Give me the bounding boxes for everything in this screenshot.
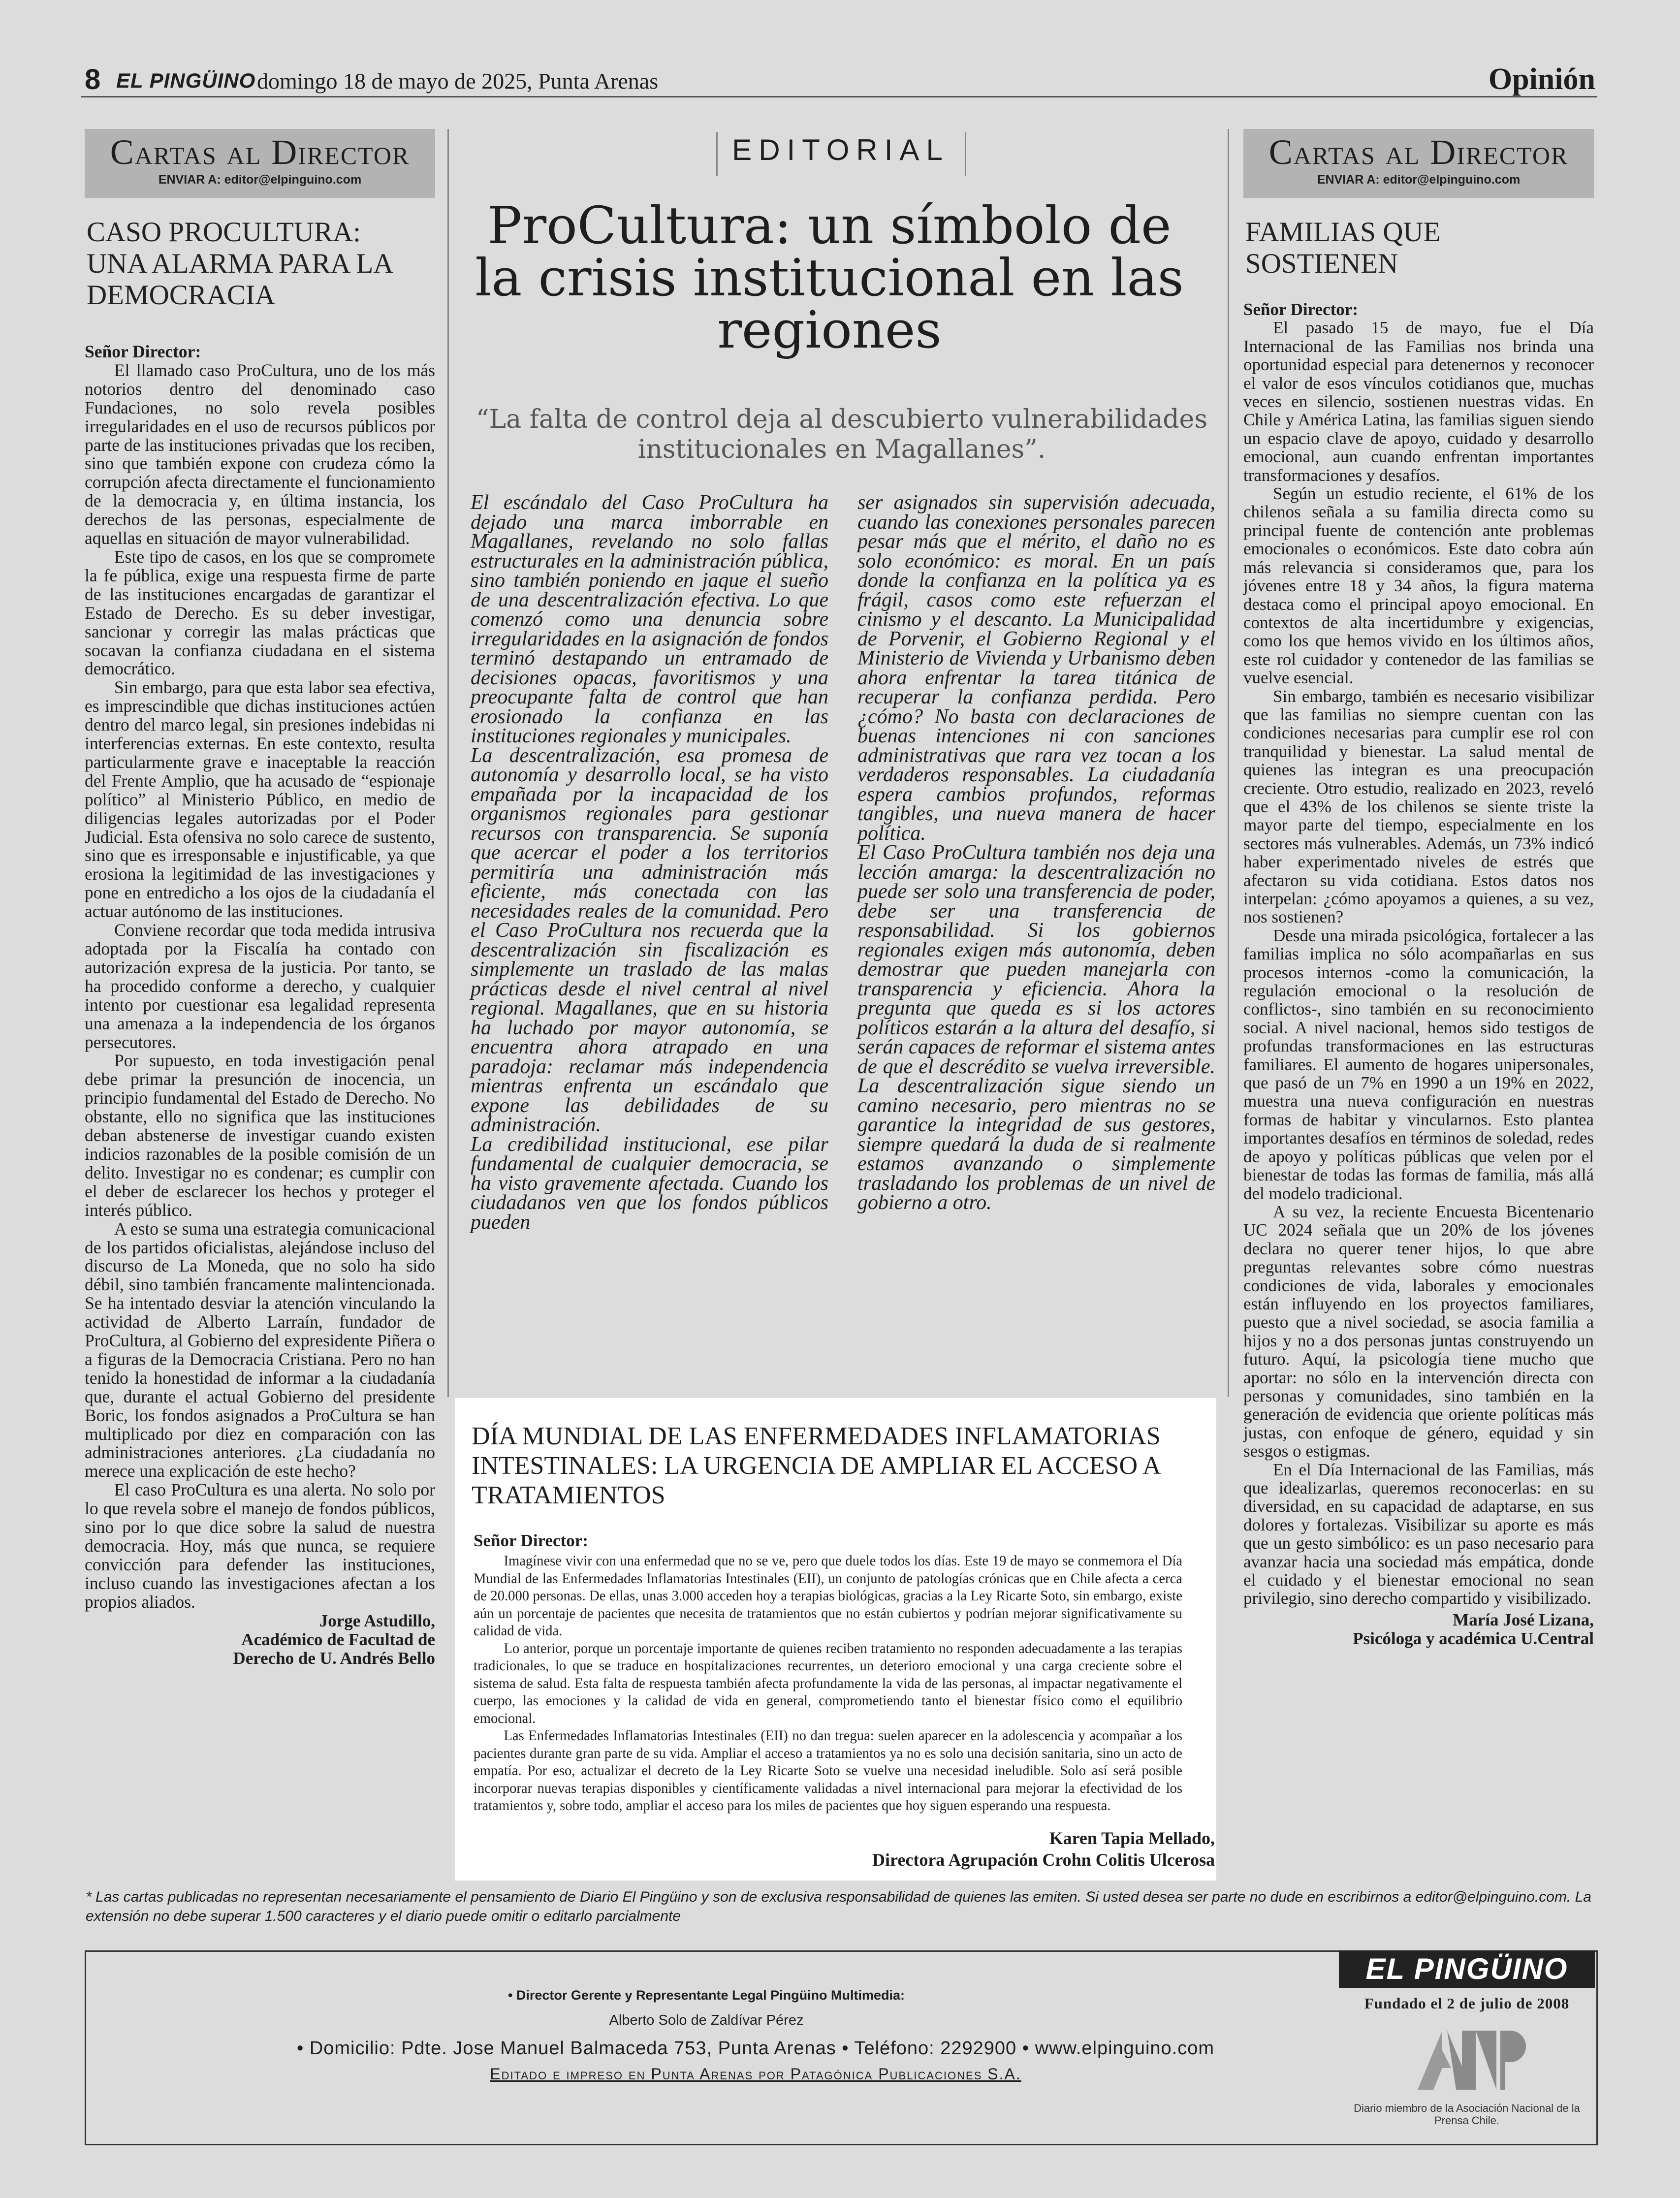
issue-date: domingo 18 de mayo de 2025, Punta Arenas [257,68,659,94]
footer-anp-text: Diario miembro de la Asociación Nacional de la Prensa Chile. [1354,2102,1580,2127]
right-letter-title: FAMILIAS QUE SOSTIENEN [1245,217,1441,279]
section-name: Opinión [1488,63,1595,96]
paragraph: El Caso ProCultura también nos deja una lección amarga: la descentralización no puede ser solo una transferencia de poder, debe ser una transferencia de responsabilidad. Si los gobiernos regionales exigen más autonomía, deben demostrar que pueden manejarla con transparencia y eficiencia. Ahora la pregunta que queda es si los actores políticos estarán a la altura del desafío, si serán capaces de reformar el sistema antes de que el descrédito se vuelva irreversible. La descentralización sigue siendo un camino necesario, pero mientras no se garantice la integridad de sus gestores, siempre quedará la duda de si realmente estamos avanzando o simplemente trasladando los problemas de un nivel de gobierno a otro. [857,841,1215,1214]
signature-line: María José Lizana, [1453,1610,1594,1629]
paragraph: A su vez, la reciente Encuesta Bicentenario UC 2024 señala que un 20% de los jóvenes declara no querer tener hijos, lo que abre preguntas relevantes sobre cómo nuestras condiciones de vida, laborales y emocionales están influyendo en los proyectos familiares, puesto que a nivel sociedad, se asocia familia a hijos y no a dos personas juntas construyendo un futuro. Aquí, la psicología tiene mucho que aportar: no sólo en la intervención directa con personas y comunidades, sino también en la generación de evidencia que oriente políticas más justas, con enfoque de género, equidad y sin sesgos o estigmas. [1243,1202,1594,1461]
header-rule [81,96,1597,97]
right-letter-body [1243,300,1594,1648]
left-letter-salutation: Señor Director: [85,342,201,361]
left-letter-body [85,343,435,1668]
signature-line: Académico de Facultad de [241,1629,435,1649]
signature-line: Derecho de U. Andrés Bello [233,1648,435,1668]
letters-header-left [85,129,435,198]
paragraph: Según un estudio reciente, el 61% de los chilenos señala a su familia directa como su principal fuente de contención ante problemas emocionales o económicos. Este dato cobra aún más relevancia si consideramos que, para los jóvenes entre 18 y 34 años, la figura materna destaca como el principal apoyo emocional. En contextos de alta incertidumbre y exigencias, como los que hemos vivido en los últimos años, este rol cuidador y contenedor de las familias se vuelve esencial. [1243,484,1594,688]
signature-line: Jorge Astudillo, [319,1611,435,1630]
paragraph: ser asignados sin supervisión adecuada, cuando las conexiones personales parecen pesar más que el mérito, el daño no es solo económico: es moral. En un país donde la confianza en la política ya es frágil, casos como este refuerzan el cinismo y el descanto. La Municipalidad de Porvenir, el Gobierno Regional y el Ministerio de Vivienda y Urbanismo deben ahora enfrentar la tarea titánica de recuperar la confianza perdida. Pero ¿cómo? No basta con declaraciones de buenas intenciones ni con sanciones administrativas que rara vez tocan a los verdaderos responsables. La ciudadanía espera cambios profundos, reformas tangibles, una nueva manera de hacer política. [857,491,1215,845]
column-divider [447,129,449,1397]
paragraph: La credibilidad institucional, ese pilar fundamental de cualquier democracia, se ha visto gravemente afectada. Cuando los ciudadanos ven que los fondos públicos pueden [471,1133,828,1234]
signature-line: Directora Agrupación Crohn Colitis Ulcerosa [872,1850,1215,1870]
paragraph: El caso ProCultura es una alerta. No solo por lo que revela sobre el manejo de fondos públicos, sino por lo que dice sobre la salud de nuestra democracia. Hoy, más que nunca, se requiere convicción para defender las instituciones, incluso cuando las investigaciones afectan a los propios aliados. [85,1480,435,1612]
paragraph: La descentralización, esa promesa de autonomía y desarrollo local, se ha visto empañada por la incapacidad de los organismos regionales para gestionar recursos con transparencia. Se suponía que acercar el poder a los territorios permitiría una administración más eficiente, más conectada con las necesidades reales de la comunidad. Pero el Caso ProCultura nos recuerda que la descentralización sin fiscalización es simplemente un traslado de las malas prácticas desde el nivel central al nivel regional. Magallanes, que en su historia ha luchado por mayor autonomía, se encuentra ahora atrapado en una paradoja: reclamar más independencia mientras enfrenta un escándalo que expone las debilidades de su administración. [471,744,828,1136]
letters-disclaimer: * Las cartas publicadas no representan necesariamente el pensamiento de Diario El Pingüino y son de exclusiva responsabilidad de quienes las emiten. Si usted desea ser parte no dude en escribirnos a editor@elpinguino.com. La extensión no debe superar 1.500 caracteres y el diario puede omitir o editarlo parcialmente [86,1889,1591,1924]
paragraph: El escándalo del Caso ProCultura ha dejado una marca imborrable en Magallanes, revelando no solo fallas estructurales en la administración pública, sino también poniendo en jaque el sueño de una descentralización efectiva. Lo que comenzó como una denuncia sobre irregularidades en la asignación de fondos terminó destapando un entramado de decisiones opacas, favoritismos y una preocupante falta de control que han erosionado la confianza en las instituciones regionales y municipales. [471,491,828,747]
left-letter-title: CASO PROCULTURA: UNA ALARMA PARA LA DEMOCRACIA [87,217,392,311]
letters-header-email: ENVIAR A: editor@elpinguino.com [1317,173,1521,187]
right-letter-signature [1243,1611,1594,1648]
paragraph: Sin embargo, para que esta labor sea efectiva, es imprescindible que dichas instituciones actúen dentro del marco legal, sin presiones indebidas ni interferencias externas. En este contexto, resulta particularmente grave e inaceptable la reacción del Frente Amplio, que ha acusado de “espionaje político” al Ministerio Público, en medio de diligencias legales autorizadas por el Poder Judicial. Esta ofensiva no solo carece de sustento, sino que es irresponsable e injustificable, ya que erosiona la legitimidad de las investigaciones y pone en entredicho a los ojos de la ciudadanía el actuar autónomo de las instituciones. [85,677,435,922]
signature-line: Psicóloga y académica U.Central [1353,1628,1594,1648]
footer-address: • Domicilio: Pdte. Jose Manuel Balmaceda 753, Punta Arenas • Teléfono: 2292900 • www.elpinguino.com [296,2038,1215,2059]
boxed-letter-title: DÍA MUNDIAL DE LAS ENFERMEDADES INFLAMATORIAS INTESTINALES: LA URGENCIA DE AMPLIAR EL ACCESO A TRATAMIENTOS [472,1422,1161,1509]
footer-director-name: Alberto Solo de Zaldívar Pérez [609,2012,804,2028]
boxed-letter-body [474,1552,1182,1815]
boxed-letter-signature [640,1827,1215,1871]
anp-logo-icon [1408,2021,1526,2095]
masthead-logo: EL PINGÜINO [116,69,256,92]
paragraph: Lo anterior, porque un porcentaje importante de quienes reciben tratamiento no responden adecuadamente a las terapias tradicionales, lo que se traduce en hospitalizaciones recurrentes, un deterioro emocional y una carga creciente sobre el sistema de salud. Esta falta de respuesta también afecta profundamente la vida de las personas, al impactar negativamente el cuerpo, las emociones y la calidad de vida en general, comprometiendo tanto el bienestar físico como el equilibrio emocional. [474,1640,1183,1726]
signature-line: Karen Tapia Mellado, [1049,1828,1215,1848]
footer-logo: EL PINGÜINO [1339,1950,1595,1988]
editorial-headline: ProCultura: un símbolo de la crisis institucional en las regiones [475,195,1184,360]
page-number: 8 [85,64,101,96]
editorial-column-2 [857,493,1215,1213]
editorial-deck: “La falta de control deja al descubierto vulnerabilidades institucionales en Magallanes”. [475,405,1208,464]
paragraph: El llamado caso ProCultura, uno de los más notorios dentro del denominado caso Fundaciones, no solo revela posibles irregularidades en el uso de recursos públicos por parte de las instituciones privadas que los reciben, sino que también expone con crudeza cómo la corrupción afecta directamente el funcionamiento de la democracia y, en última instancia, los derechos de las personas, especialmente de aquellas en situación de mayor vulnerabilidad. [85,360,435,548]
editorial-label: EDITORIAL [732,133,950,166]
boxed-letter-salutation: Señor Director: [474,1531,588,1550]
letters-header-right [1243,129,1594,198]
paragraph: Sin embargo, también es necesario visibilizar que las familias no siempre cuentan con las condiciones necesarias para cumplir ese rol con tranquilidad y bienestar. La salud mental de quienes las integran es una preocupación creciente. Otro estudio, realizado en 2023, reveló que el 43% de los chilenos se siente triste la mayor parte del tiempo, especialmente en los sectores más vulnerables. Además, un 73% indicó haber experimentado niveles de estrés que afectaron su vida cotidiana. Estos datos nos interpelan: ¿cómo apoyamos a quienes, a su vez, nos sostienen? [1243,686,1594,927]
footer-founded: Fundado el 2 de julio de 2008 [1364,1995,1570,2012]
column-divider [1228,129,1229,1397]
footer-director-label: • Director Gerente y Representante Legal Pingüino Multimedia: [507,1988,905,2003]
letters-header-email: ENVIAR A: editor@elpinguino.com [158,173,362,187]
paragraph: Conviene recordar que toda medida intrusiva adoptada por la Fiscalía ha contado con autorización expresa de la justicia. Por tanto, se ha procedido conforme a derecho, y cualquier intento por cuestionar esa legalidad representa una amenaza a la independencia de los órganos persecutores. [85,920,435,1052]
footer-printed-by: Editado e impreso en Punta Arenas por Patagónica Publicaciones S.A. [490,2065,1021,2083]
paragraph: El pasado 15 de mayo, fue el Día Internacional de las Familias nos brinda una oportunidad especial para detenernos y reconocer el valor de esos vínculos cotidianos que, muchas veces en silencio, sostienen nuestras vidas. En Chile y América Latina, las familias siguen siendo un espacio clave de apoyo, cuidado y desarrollo emocional, aun cuando enfrentan importantes transformaciones y desafíos. [1243,318,1594,485]
right-letter-salutation: Señor Director: [1243,300,1358,319]
paragraph: Imagínese vivir con una enfermedad que no se ve, pero que duele todos los días. Este 19 de mayo se conmemora el Día Mundial de las Enfermedades Inflamatorias Intestinales (EII), un conjunto de patologías crónicas que en Chile afecta a cerca de 20.000 personas. De ellas, unas 3.000 acceden hoy a terapias biológicas, gracias a la Ley Ricarte Soto, sin embargo, existe aún un porcentaje de pacientes que necesita de tratamientos que no están cubiertos y podrían mejorar significativamente su calidad de vida. [474,1553,1183,1639]
paragraph: En el Día Internacional de las Familias, más que idealizarlas, queremos reconocerlas: en su diversidad, en su capacidad de adaptarse, en sus dolores y fortalezas. Visibilizar su aporte es más que un gesto simbólico: es un paso necesario para avanzar hacia una sociedad más empática, donde el cuidado y el bienestar emocional no sean privilegio, sino derecho compartido y visibilizado. [1243,1460,1594,1608]
paragraph: Desde una mirada psicológica, fortalecer a las familias implica no sólo acompañarlas en sus procesos internos -como la comunicación, la regulación emocional o la resolución de conflictos-, sino también en su reconocimiento social. A nivel nacional, hemos sido testigos de profundas transformaciones en las estructuras familiares. El aumento de hogares unipersonales, que pasó de un 7% en 1990 a un 19% en 2022, muestra una nueva configuración en nuestras formas de habitar y vincularnos. Esto plantea importantes desafíos en términos de soledad, redes de apoyo y políticas públicas que velen por el bienestar de todas las formas de familia, más allá del modelo tradicional. [1243,925,1594,1203]
paragraph: Las Enfermedades Inflamatorias Intestinales (EII) no dan tregua: suelen aparecer en la adolescencia y acompañar a los pacientes durante gran parte de su vida. Ampliar el acceso a tratamientos ya no es solo una decisión sanitaria, sino un acto de empatía. Por eso, actualizar el decreto de la Ley Ricarte Soto se vuelve una necesidad ineludible. Solo así será posible incorporar nuevas terapias disponibles y científicamente validadas a nivel internacional para mejorar la efectividad de los tratamientos y, sobre todo, ampliar el acceso para los miles de pacientes que hoy siguen esperando una respuesta. [474,1727,1183,1814]
editorial-column-1 [471,493,828,1232]
letters-header-title: Cartas al Director [110,132,410,172]
paragraph: Este tipo de casos, en los que se compromete la fe pública, exige una respuesta firme de parte de las instituciones encargadas de garantizar el Estado de Derecho. Es su deber investigar, sancionar y corregir las malas prácticas que socavan la confianza ciudadana en el sistema democrático. [85,546,435,679]
paragraph: Por supuesto, en toda investigación penal debe primar la presunción de inocencia, un principio fundamental del Estado de Derecho. No obstante, ello no significa que las instituciones deban abstenerse de investigar cuando existen indicios razonables de la posible comisión de un delito. Investigar no es condenar; es cumplir con el deber de esclarecer los hechos y proteger el interés público. [85,1051,435,1220]
paragraph: A esto se suma una estrategia comunicacional de los partidos oficialistas, alejándose incluso del discurso de La Moneda, que no solo ha sido débil, sino también francamente malintencionada. Se ha intentado desviar la atención vinculando la actividad de Alberto Larraín, fundador de ProCultura, al Gobierno del expresidente Piñera o a figuras de la Democracia Cristiana. Pero no han tenido la honestidad de informar a la ciudadanía que, durante el actual Gobierno del presidente Boric, los fondos asignados a ProCultura se han multiplicado por diez en comparación con las administraciones anteriores. ¿La ciudadanía no merece una explicación de este hecho? [85,1218,435,1481]
left-letter-signature [85,1612,435,1668]
letters-header-title: Cartas al Director [1268,132,1569,172]
